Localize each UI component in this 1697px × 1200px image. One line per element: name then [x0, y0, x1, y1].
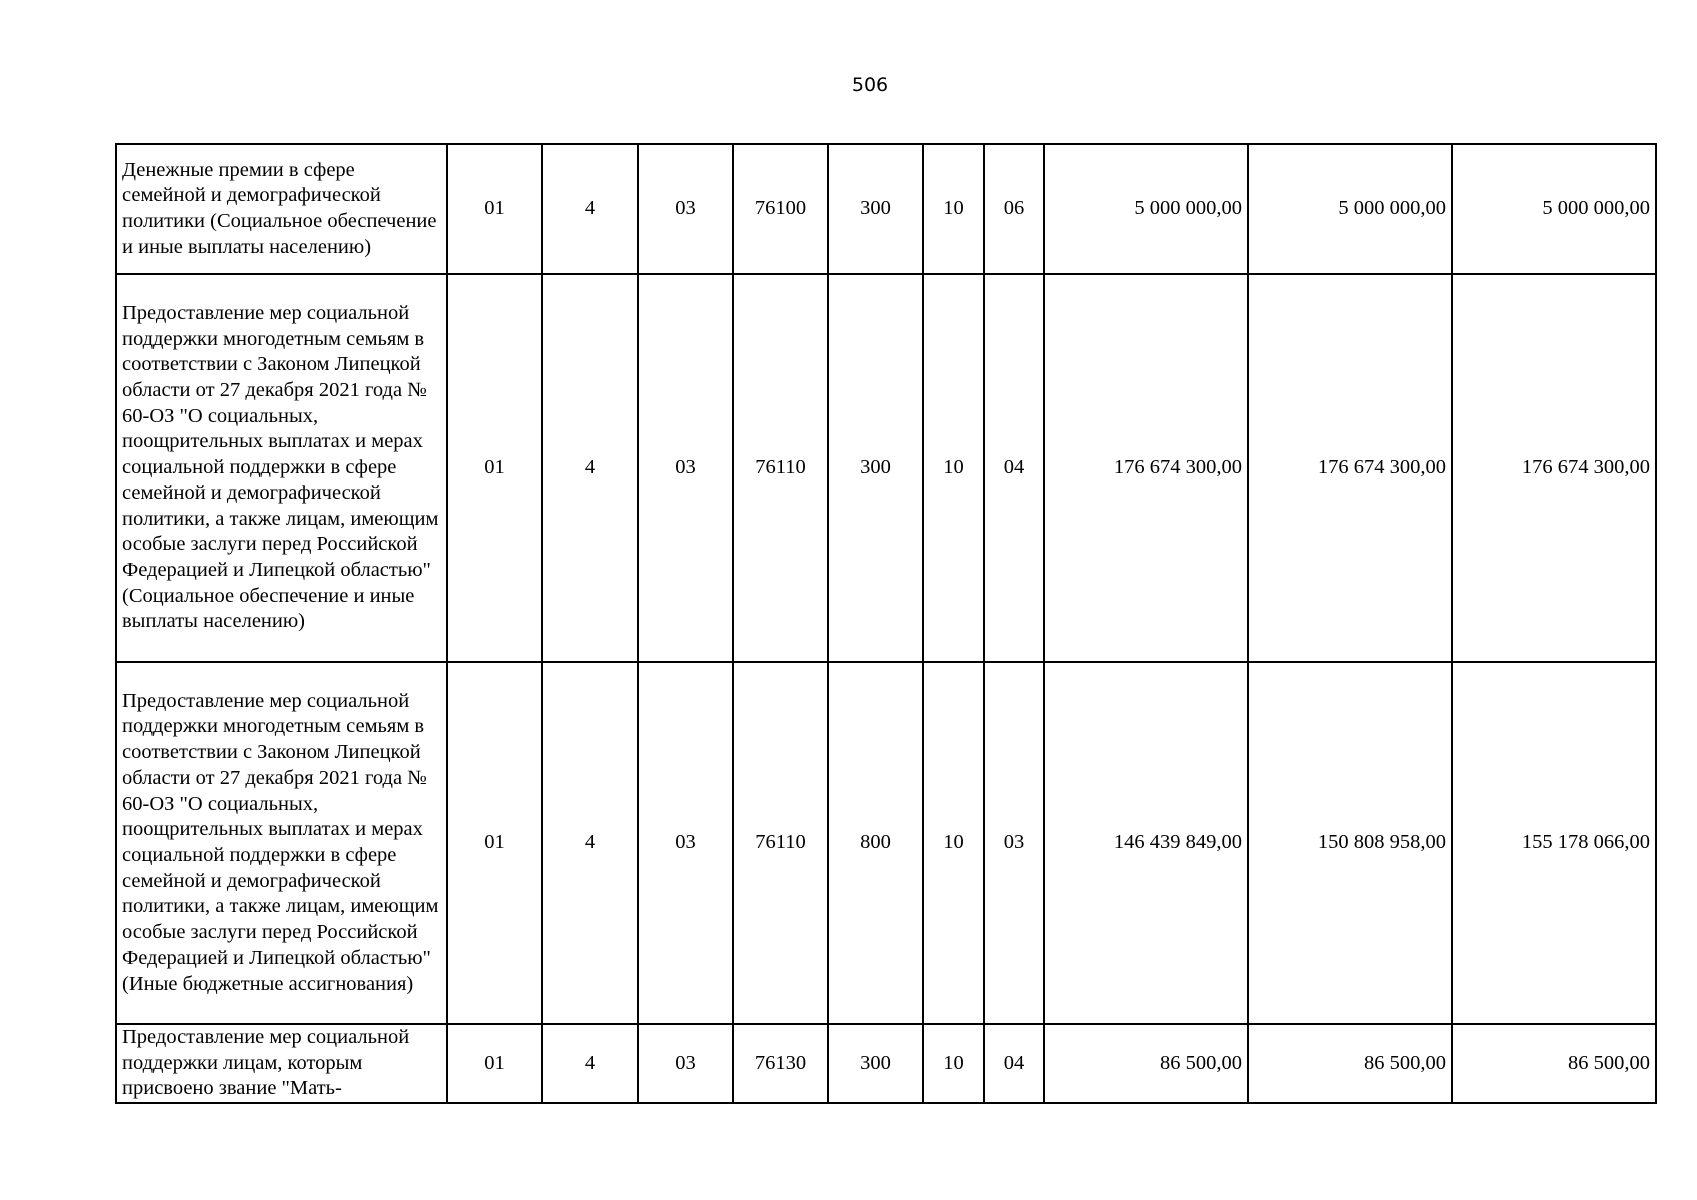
code-cell: 300 — [828, 274, 923, 662]
table-row — [116, 662, 1656, 1024]
code-cell: 10 — [923, 274, 984, 662]
amount-cell: 155 178 066,00 — [1452, 662, 1656, 1024]
page-number: 506 — [851, 74, 889, 96]
amount-cell: 86 500,00 — [1452, 1024, 1656, 1103]
code-cell: 04 — [984, 1024, 1044, 1103]
amount-cell: 176 674 300,00 — [1452, 274, 1656, 662]
amount-cell: 150 808 958,00 — [1248, 662, 1452, 1024]
code-cell: 01 — [447, 144, 542, 274]
code-cell: 76100 — [733, 144, 828, 274]
code-cell: 04 — [984, 274, 1044, 662]
row-description: Предоставление мер социальной поддержки лицам, которым присвоено звание "Мать- — [116, 1024, 447, 1103]
code-cell: 01 — [447, 662, 542, 1024]
amount-cell: 146 439 849,00 — [1044, 662, 1248, 1024]
table-row — [116, 144, 1656, 274]
code-cell: 03 — [638, 662, 733, 1024]
code-cell: 76110 — [733, 662, 828, 1024]
code-cell: 03 — [638, 274, 733, 662]
amount-cell: 5 000 000,00 — [1452, 144, 1656, 274]
row-description: Предоставление мер социальной поддержки многодетным семьям в соответствии с Законом Липецкой области от 27 декабря 2021 года № 60-ОЗ "О социальных, поощрительных выплатах и мерах социальной поддержки в сфере семейной и демографической политики, а также лицам, имеющим особые заслуги перед Российской Федерацией и Липецкой областью" (Социальное обеспечение и иные выплаты населению) — [116, 274, 447, 662]
code-cell: 10 — [923, 144, 984, 274]
amount-cell: 176 674 300,00 — [1044, 274, 1248, 662]
code-cell: 300 — [828, 1024, 923, 1103]
amount-cell: 176 674 300,00 — [1248, 274, 1452, 662]
code-cell: 800 — [828, 662, 923, 1024]
row-description: Предоставление мер социальной поддержки многодетным семьям в соответствии с Законом Липецкой области от 27 декабря 2021 года № 60-ОЗ "О социальных, поощрительных выплатах и мерах социальной поддержки в сфере семейной и демографической политики, а также лицам, имеющим особые заслуги перед Российской Федерацией и Липецкой областью" (Иные бюджетные ассигнования) — [116, 662, 447, 1024]
amount-cell: 86 500,00 — [1044, 1024, 1248, 1103]
code-cell: 03 — [638, 144, 733, 274]
code-cell: 4 — [542, 1024, 638, 1103]
code-cell: 4 — [542, 662, 638, 1024]
code-cell: 300 — [828, 144, 923, 274]
code-cell: 10 — [923, 662, 984, 1024]
code-cell: 10 — [923, 1024, 984, 1103]
code-cell: 06 — [984, 144, 1044, 274]
budget-table — [115, 143, 1657, 1104]
amount-cell: 86 500,00 — [1248, 1024, 1452, 1103]
code-cell: 76130 — [733, 1024, 828, 1103]
code-cell: 4 — [542, 144, 638, 274]
table-row — [116, 1024, 1656, 1103]
code-cell: 03 — [984, 662, 1044, 1024]
code-cell: 01 — [447, 274, 542, 662]
table-row — [116, 274, 1656, 662]
code-cell: 03 — [638, 1024, 733, 1103]
amount-cell: 5 000 000,00 — [1248, 144, 1452, 274]
code-cell: 76110 — [733, 274, 828, 662]
code-cell: 01 — [447, 1024, 542, 1103]
row-description: Денежные премии в сфере семейной и демографической политики (Социальное обеспечение и иные выплаты населению) — [116, 144, 447, 274]
amount-cell: 5 000 000,00 — [1044, 144, 1248, 274]
code-cell: 4 — [542, 274, 638, 662]
